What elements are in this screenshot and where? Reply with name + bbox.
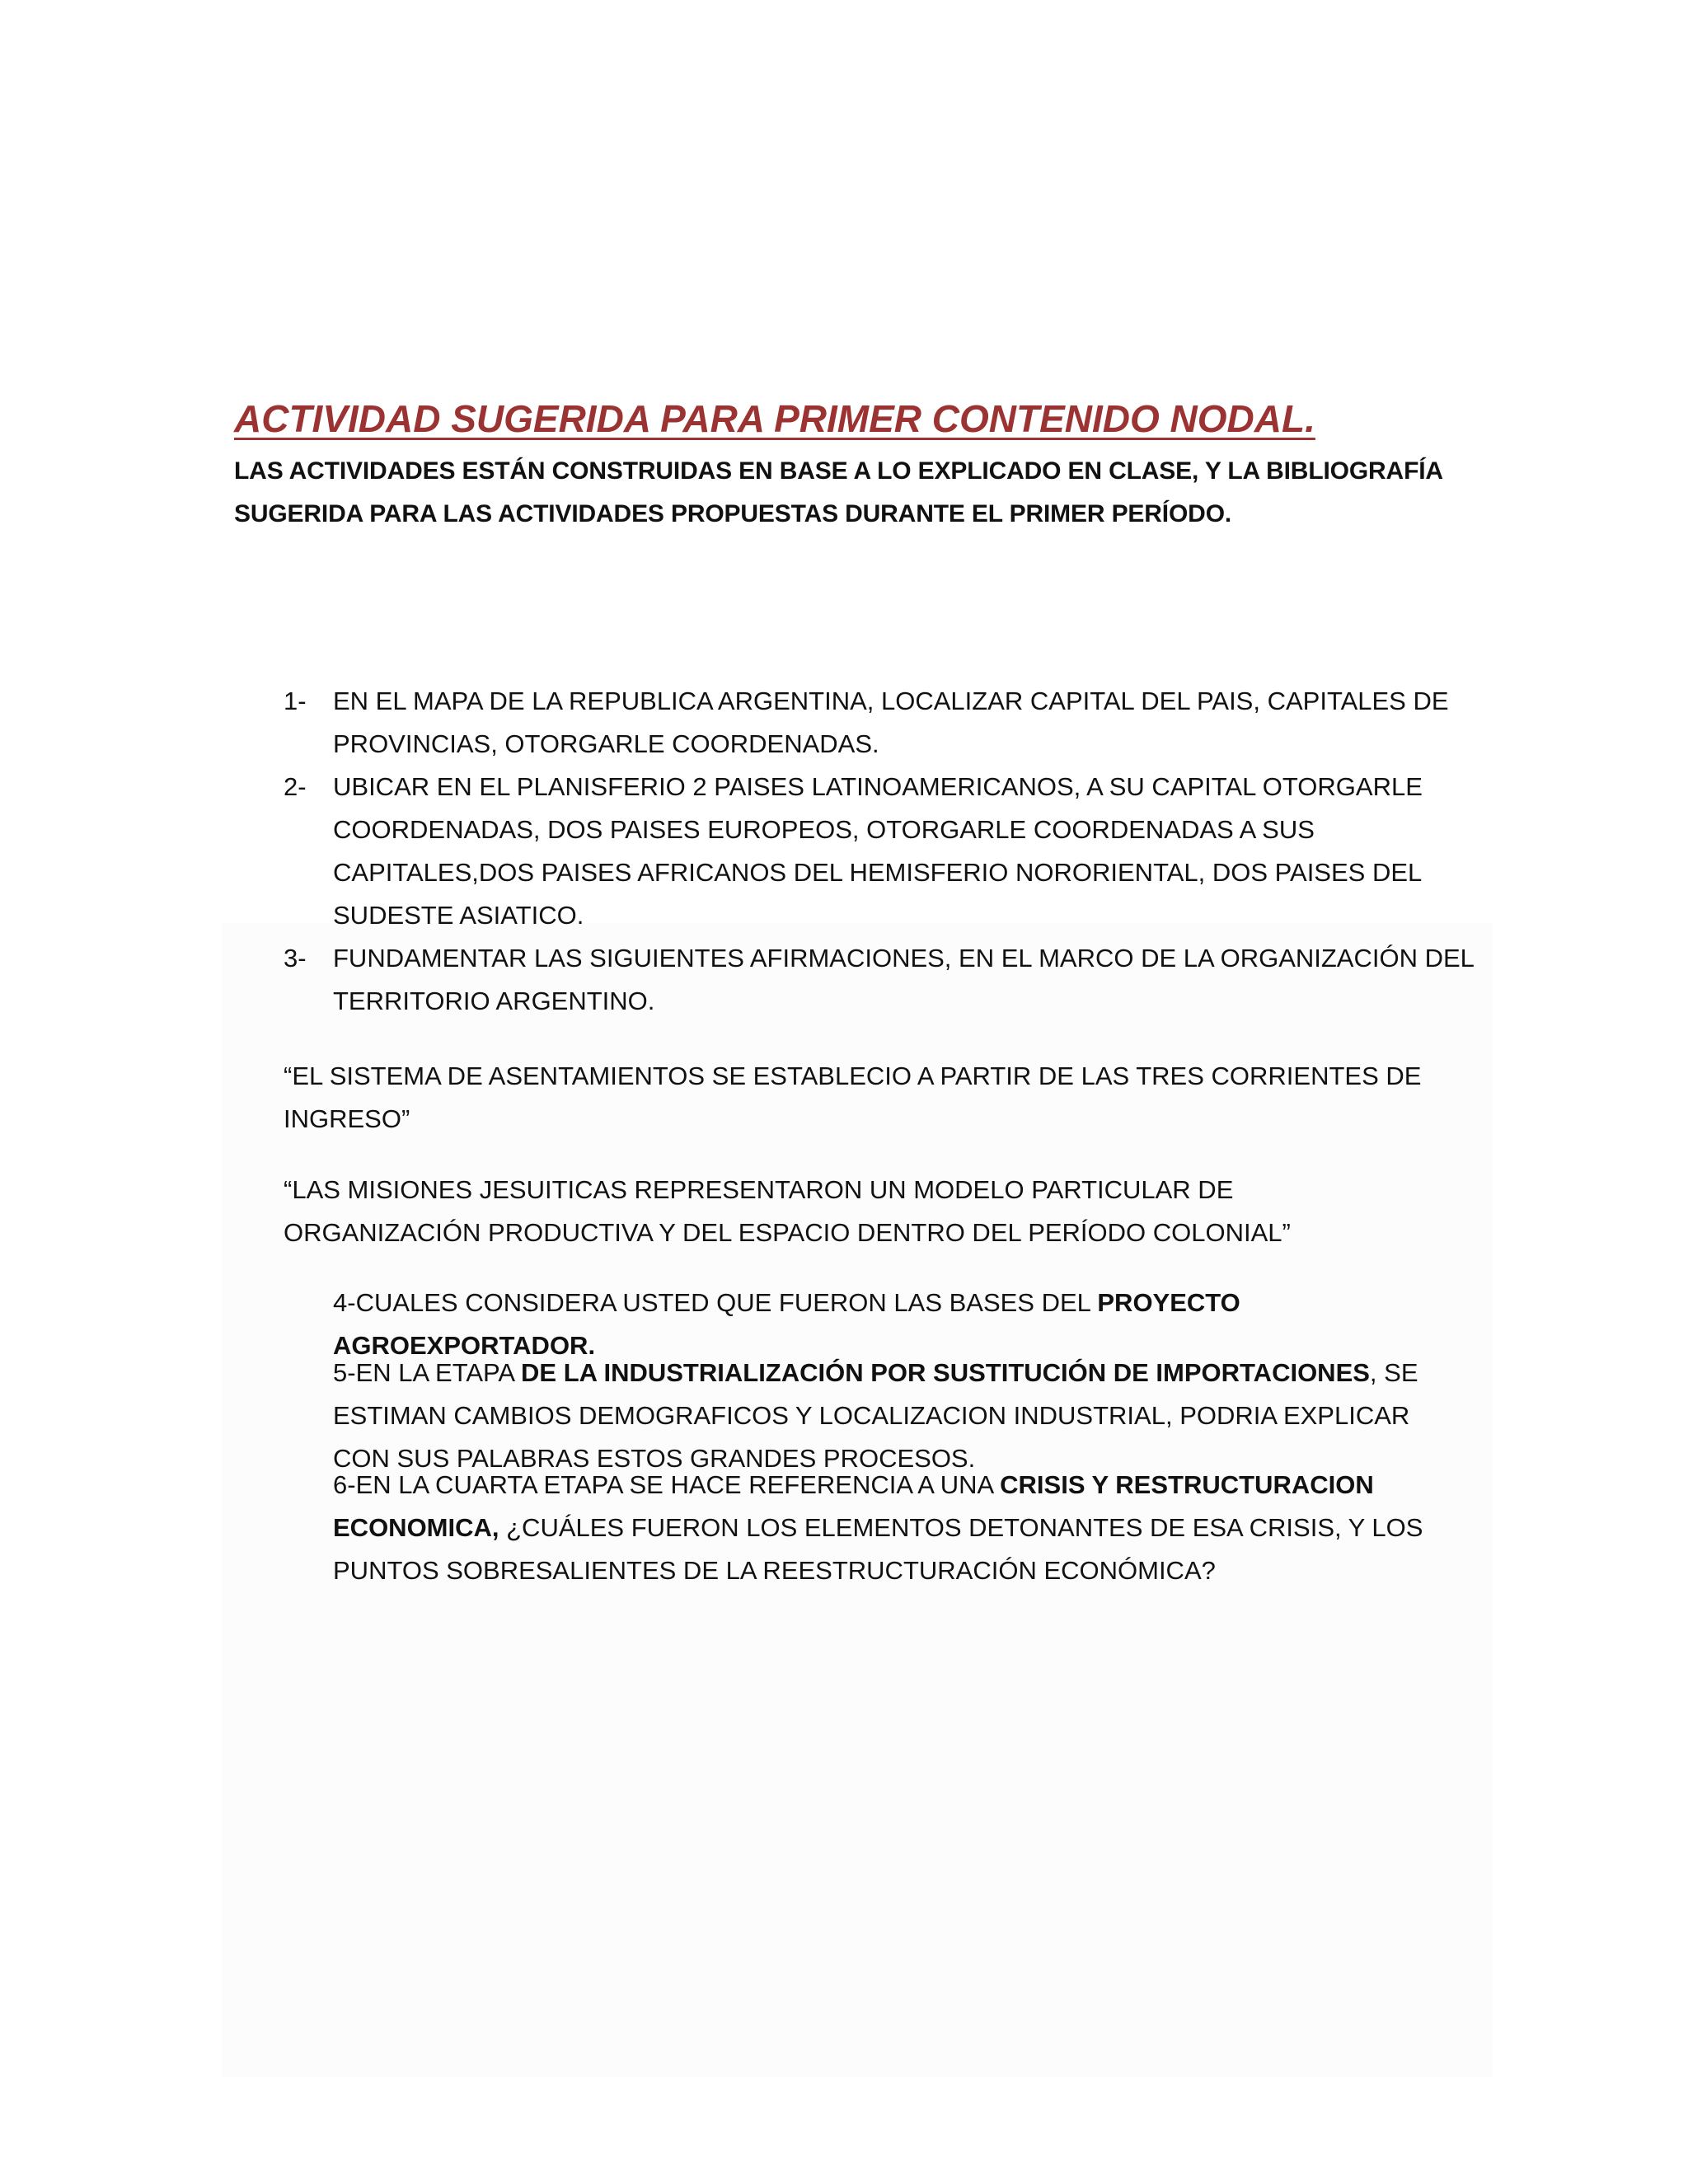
activity-item-1: [284, 680, 1495, 766]
question-4-bold-text: PROYECTO AGROEXPORTADOR.: [333, 1288, 1240, 1360]
activity-item-number: 2-: [284, 772, 307, 801]
question-5-bold-text: DE LA INDUSTRIALIZACIÓN POR SUSTITUCIÓN DE IMPORTACIONES: [521, 1358, 1370, 1387]
activity-item-text: EN EL MAPA DE LA REPUBLICA ARGENTINA, LOCALIZAR CAPITAL DEL PAIS, CAPITALES DE PROVINCIAS, OTORGARLE COORDENADAS.: [333, 687, 1449, 758]
activity-item-text: FUNDAMENTAR LAS SIGUIENTES AFIRMACIONES, EN EL MARCO DE LA ORGANIZACIÓN DEL TERRITORIO ARGENTINO.: [333, 944, 1474, 1015]
question-6-suffix: ¿CUÁLES FUERON LOS ELEMENTOS DETONANTES DE ESA CRISIS, Y LOS PUNTOS SOBRESALIENTES DE LA REESTRUCTURACIÓN ECONÓMICA?: [333, 1513, 1423, 1585]
question-5: [333, 1352, 1442, 1480]
quote-settlements: “EL SISTEMA DE ASENTAMIENTOS SE ESTABLECIO A PARTIR DE LAS TRES CORRIENTES DE INGRESO”: [284, 1062, 1422, 1133]
question-5-text: 5-EN LA ETAPA: [333, 1358, 522, 1387]
activity-subtitle: LAS ACTIVIDADES ESTÁN CONSTRUIDAS EN BASE A LO EXPLICADO EN CLASE, Y LA BIBLIOGRAFÍA SUGERIDA PARA LAS ACTIVIDADES PROPUESTAS DURANTE EL PRIMER PERÍODO.: [234, 457, 1442, 527]
activity-list: [284, 680, 1495, 1023]
question-6: [333, 1464, 1442, 1592]
document-content: [234, 387, 1474, 1585]
question-6-text: 6-EN LA CUARTA ETAPA SE HACE REFERENCIA A UNA: [333, 1470, 1001, 1499]
activity-item-3: [284, 937, 1495, 1023]
question-5-suffix: , SE ESTIMAN CAMBIOS DEMOGRAFICOS Y LOCALIZACION INDUSTRIAL, PODRIA EXPLICAR CON SUS PALABRAS ESTOS GRANDES PROCESOS.: [333, 1358, 1418, 1473]
question-6-bold-text: CRISIS Y RESTRUCTURACION ECONOMICA,: [333, 1470, 1374, 1542]
activity-item-2: [284, 766, 1495, 937]
activity-item-text: UBICAR EN EL PLANISFERIO 2 PAISES LATINOAMERICANOS, A SU CAPITAL OTORGARLE COORDENADAS, DOS PAISES EUROPEOS, OTORGARLE COORDENADAS A SUS CAPITALES,DOS PAISES AFRICANOS DEL HEMISFERIO NORORIENTAL, DOS PAISES DEL SUDESTE ASIATICO.: [333, 772, 1423, 930]
activity-item-number: 1-: [284, 687, 307, 715]
quote-jesuit-missions: “LAS MISIONES JESUITICAS REPRESENTARON UN MODELO PARTICULAR DE ORGANIZACIÓN PRODUCTIVA Y DEL ESPACIO DENTRO DEL PERÍODO COLONIAL”: [284, 1175, 1291, 1247]
question-4-text: 4-CUALES CONSIDERA USTED QUE FUERON LAS BASES DEL: [333, 1288, 1098, 1317]
activity-title: ACTIVIDAD SUGERIDA PARA PRIMER CONTENIDO NODAL.: [234, 397, 1315, 440]
activity-item-number: 3-: [284, 944, 307, 972]
